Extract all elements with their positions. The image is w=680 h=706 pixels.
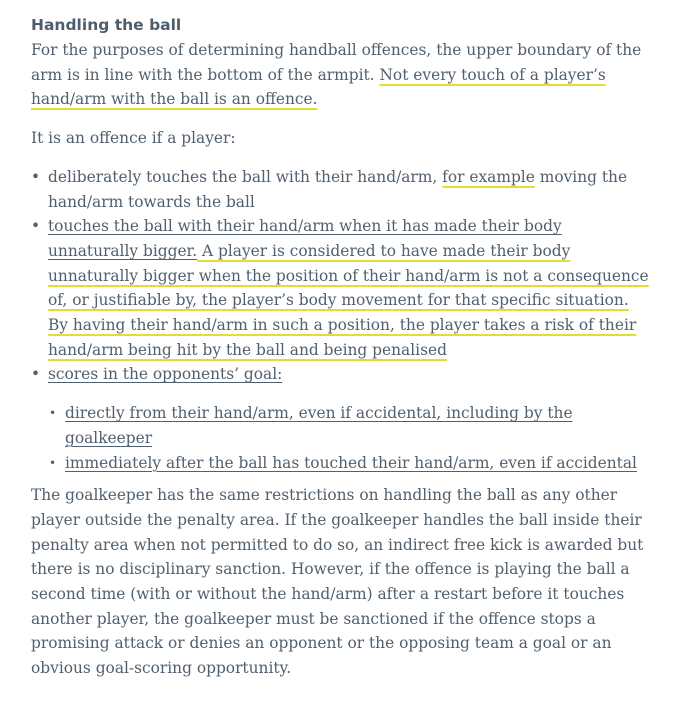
underlined-text: scores in the opponents’ goal:	[48, 365, 283, 384]
underlined-text: touches the ball with their hand/arm when it has made their body unnaturally bigger.	[48, 217, 562, 260]
intro-text: For the purposes of determining handball offences, the upper boundary of the arm is in line with the bottom of the armpit.	[31, 41, 642, 84]
section-heading: Handling the ball	[31, 16, 182, 34]
list-item-text: moving the hand/arm towards the ball	[48, 167, 628, 211]
offence-list	[31, 165, 650, 387]
underlined-text: directly from their hand/arm, even if accidental, including by the goalkeeper	[65, 404, 573, 447]
list-item-text: deliberately touches the ball with their hand/arm,	[48, 167, 443, 186]
list-item-scores	[31, 362, 650, 387]
intro-paragraph	[31, 38, 650, 112]
sub-list-item-immediately-after	[31, 451, 650, 476]
offence-lead-in: It is an offence if a player:	[31, 129, 236, 148]
highlighted-text: for example	[442, 167, 535, 186]
highlighted-text: A player is considered to have made their body unnaturally bigger when the position of their hand/arm is not a consequence of, or justifiable by, the player’s body movement for that specific situation. By having their hand/arm in such a position, the player takes a risk of their hand/arm being hit by the ball and being penalised	[48, 241, 649, 359]
sub-list-item-direct	[31, 401, 650, 450]
underlined-text: immediately after the ball has touched their hand/arm, even if accidental	[65, 453, 637, 472]
goalkeeper-paragraph: The goalkeeper has the same restrictions on handling the ball as any other player outside the penalty area. If the goalkeeper handles the ball inside their penalty area when not permitted to do so, an indirect free kick is awarded but there is no disciplinary sanction. However, if the offence is playing the ball a second time (with or without the hand/arm) after a restart before it touches another player, the goalkeeper must be sanctioned if the offence stops a promising attack or denies an opponent or the opposing team a goal or an obvious goal-scoring opportunity.	[31, 486, 644, 678]
scoring-sub-list	[31, 401, 650, 475]
list-item-deliberate-touch	[31, 165, 650, 214]
intro-highlighted-text: Not every touch of a player’s hand/arm with the ball is an offence.	[31, 65, 606, 109]
list-item-unnatural-position	[31, 214, 650, 362]
